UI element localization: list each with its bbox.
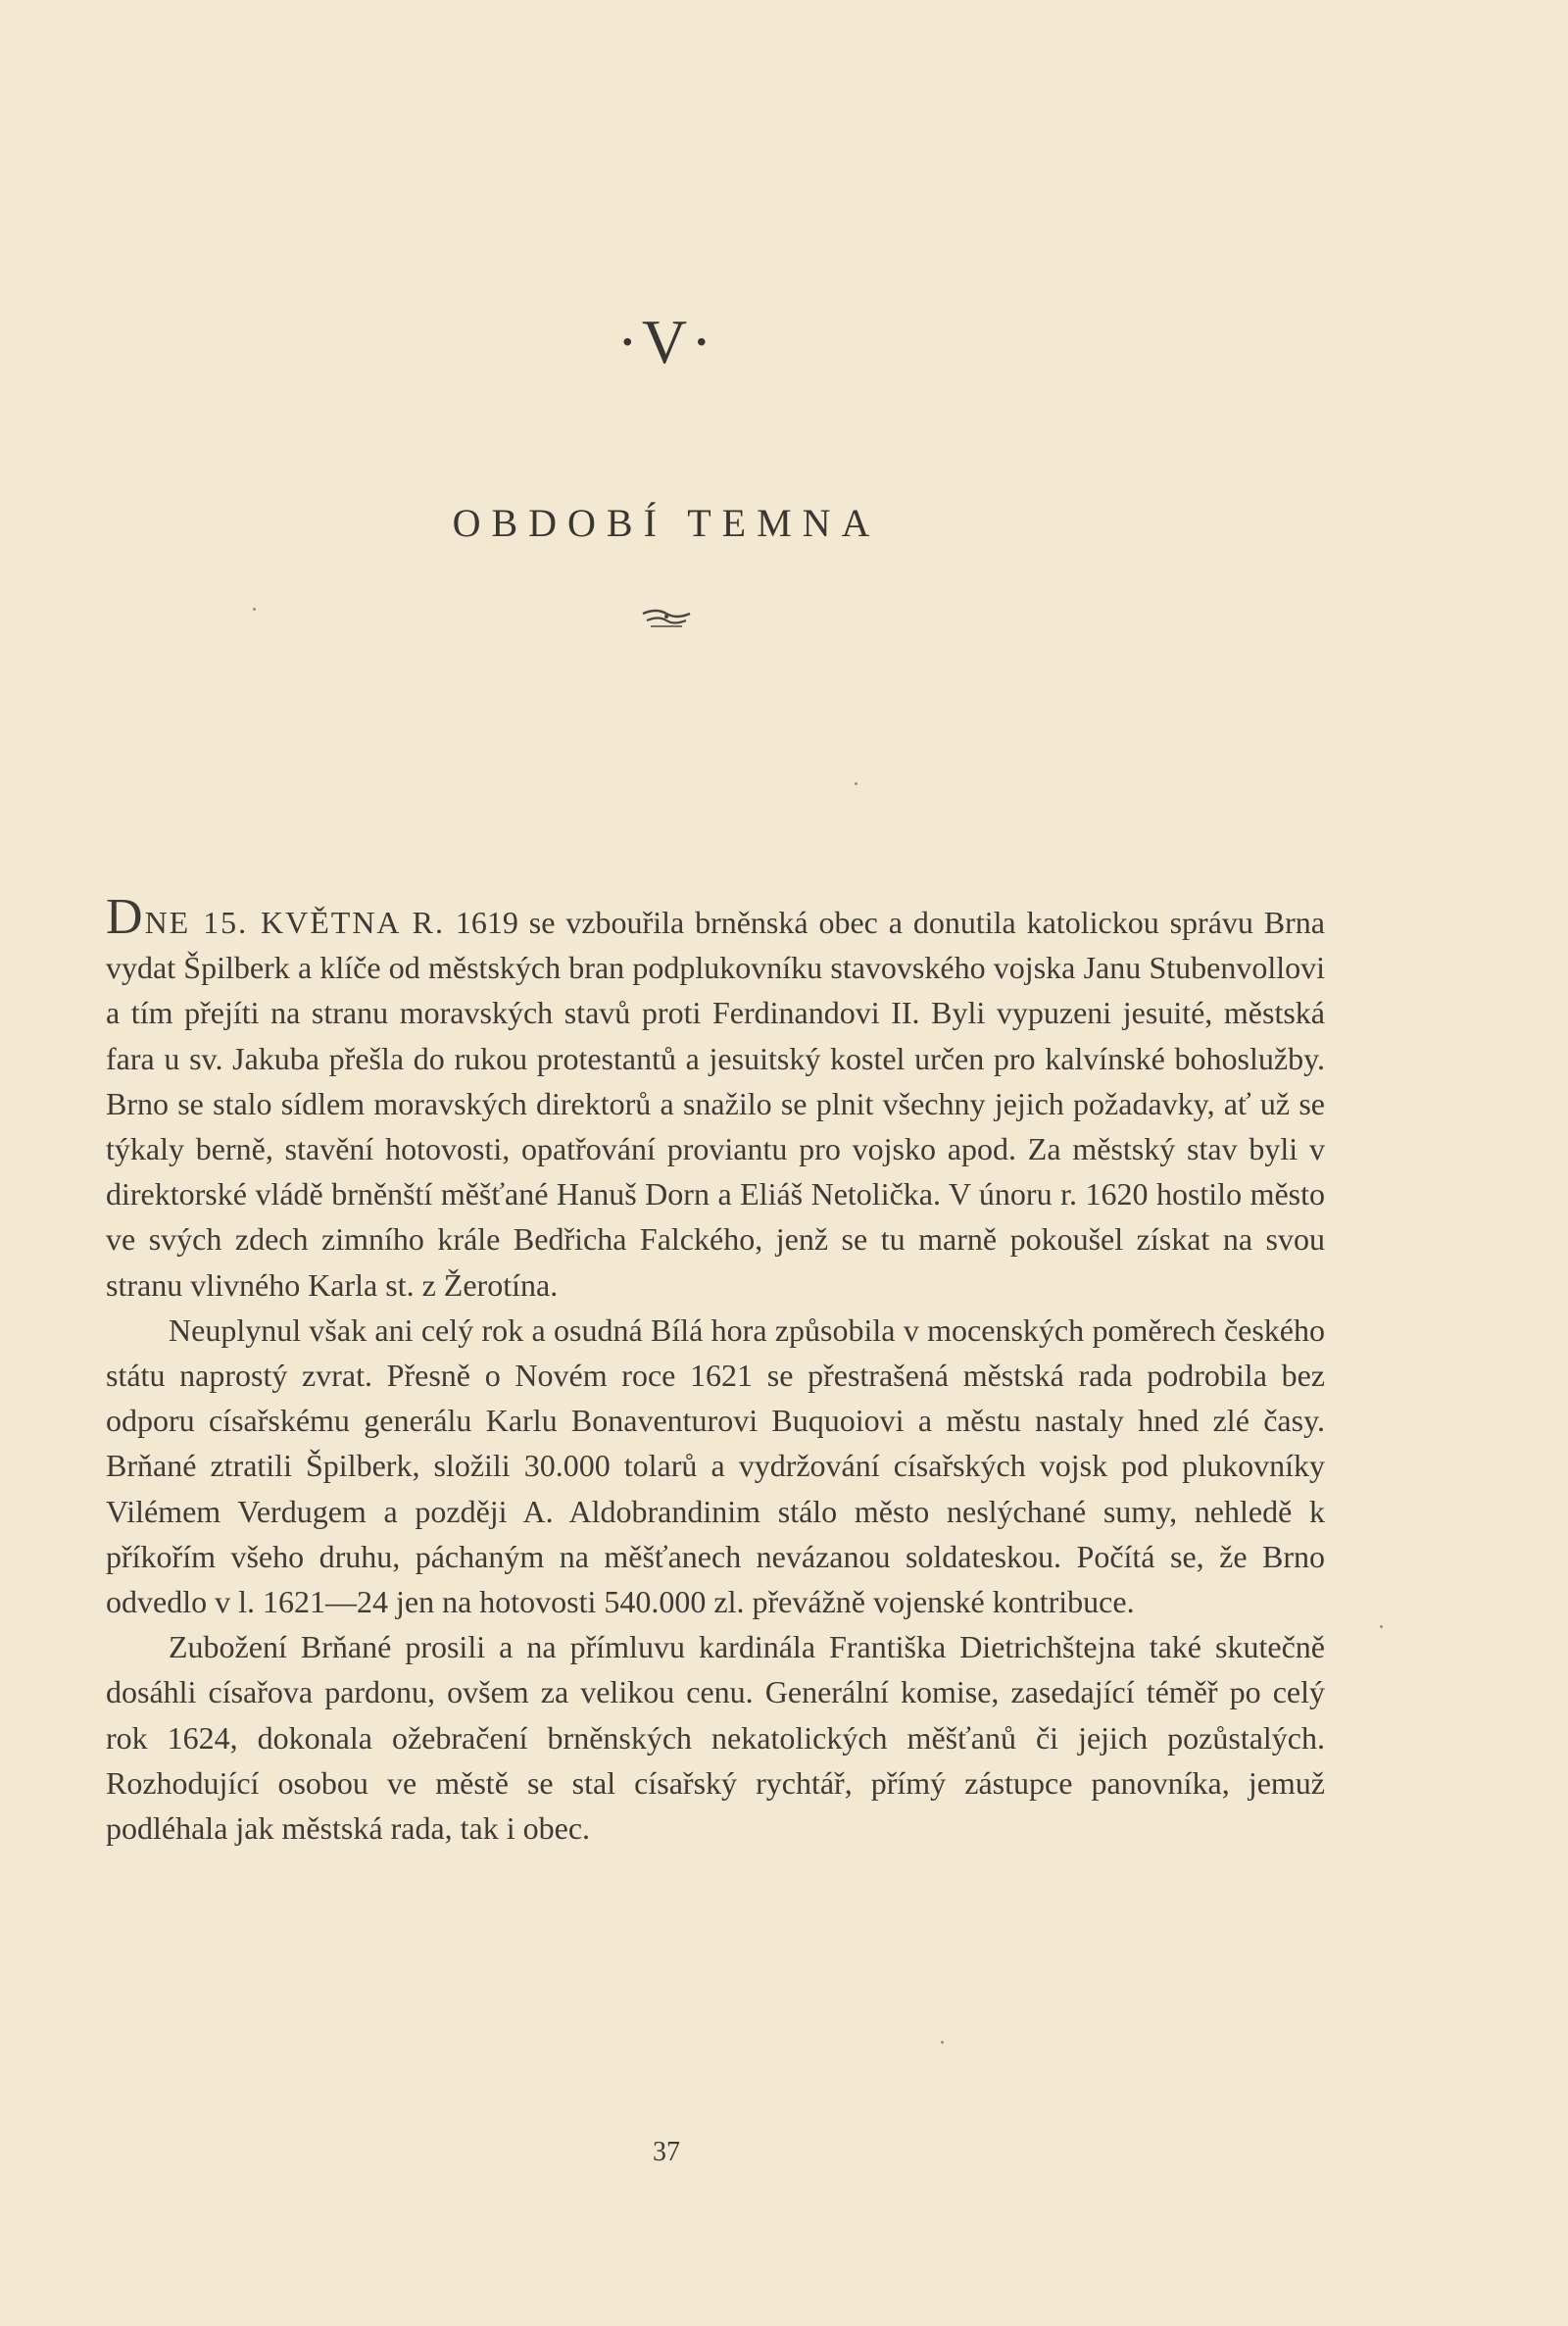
lead-in: NE 15. KVĚTNA R.	[144, 905, 445, 940]
paper-speck	[1380, 1625, 1383, 1628]
paper-speck	[941, 2041, 944, 2044]
chapter-title: OBDOBÍ TEMNA	[452, 501, 881, 545]
paper-speck	[253, 608, 256, 611]
paragraph-1	[106, 889, 1325, 1308]
paper-speck	[855, 782, 858, 785]
chapter-body	[106, 889, 1325, 1851]
page-number: 37	[653, 2137, 680, 2167]
fleuron-icon	[637, 606, 696, 629]
dropcap: D	[106, 889, 145, 945]
chapter-number: ·V·	[616, 307, 716, 376]
paragraph-1-text: 1619 se vzbouřila brněnská obec a donutila katolickou správu Brna vydat Špilberk a klíče od městských bran podplukovníku stavovského vojska Janu Stubenvollovi a tím přejíti na stranu moravských stavů proti Ferdinandovi II. Byli vypuzeni jesuité, městská fara u sv. Jakuba přešla do rukou protestantů a jesuitský kostel určen pro kalvínské bohoslužby. Brno se stalo sídlem moravských direktorů a snažilo se plnit všechny jejich požadavky, ať už se týkaly berně, stavění hotovosti, opatřování proviantu pro vojsko apod. Za městský stav byli v direktorské vládě brněnští měšťané Hanuš Dorn a Eliáš Netolička. V únoru r. 1620 hostilo město ve svých zdech zimního krále Bedřicha Falckého, jenž se tu marně pokoušel získat na svou stranu vlivného Karla st. z Žerotína.	[106, 905, 1325, 1303]
paragraph-3: Zubožení Brňané prosili a na přímluvu kardinála Františka Dietrichštejna také skutečně dosáhli císařova pardonu, ovšem za velikou cenu. Generální komise, zasedající téměř po celý rok 1624, dokonala ožebračení brněnských nekatolických měšťanů či jejich pozůstalých. Rozhodující osobou ve městě se stal císařský rychtář, přímý zástupce panovníka, jemuž podléhala jak městská rada, tak i obec.	[106, 1629, 1325, 1847]
paragraph-2: Neuplynul však ani celý rok a osudná Bílá hora způsobila v mocenských poměrech českého státu naprostý zvrat. Přesně o Novém roce 1621 se přestrašená městská rada podrobila bez odporu císařskému generálu Karlu Bonaventurovi Buquoiovi a městu nastaly hned zlé časy. Brňané ztratili Špilberk, složili 30.000 tolarů a vydržování císařských vojsk pod plukovníky Vilémem Verdugem a později A. Aldobrandinim stálo město neslýchané sumy, nehledě k příkořím všeho druhu, páchaným na měšťanech nevázanou soldateskou. Počítá se, že Brno odvedlo v l. 1621—24 jen na hotovosti 540.000 zl. převážně vojenské kontribuce.	[106, 1311, 1325, 1620]
